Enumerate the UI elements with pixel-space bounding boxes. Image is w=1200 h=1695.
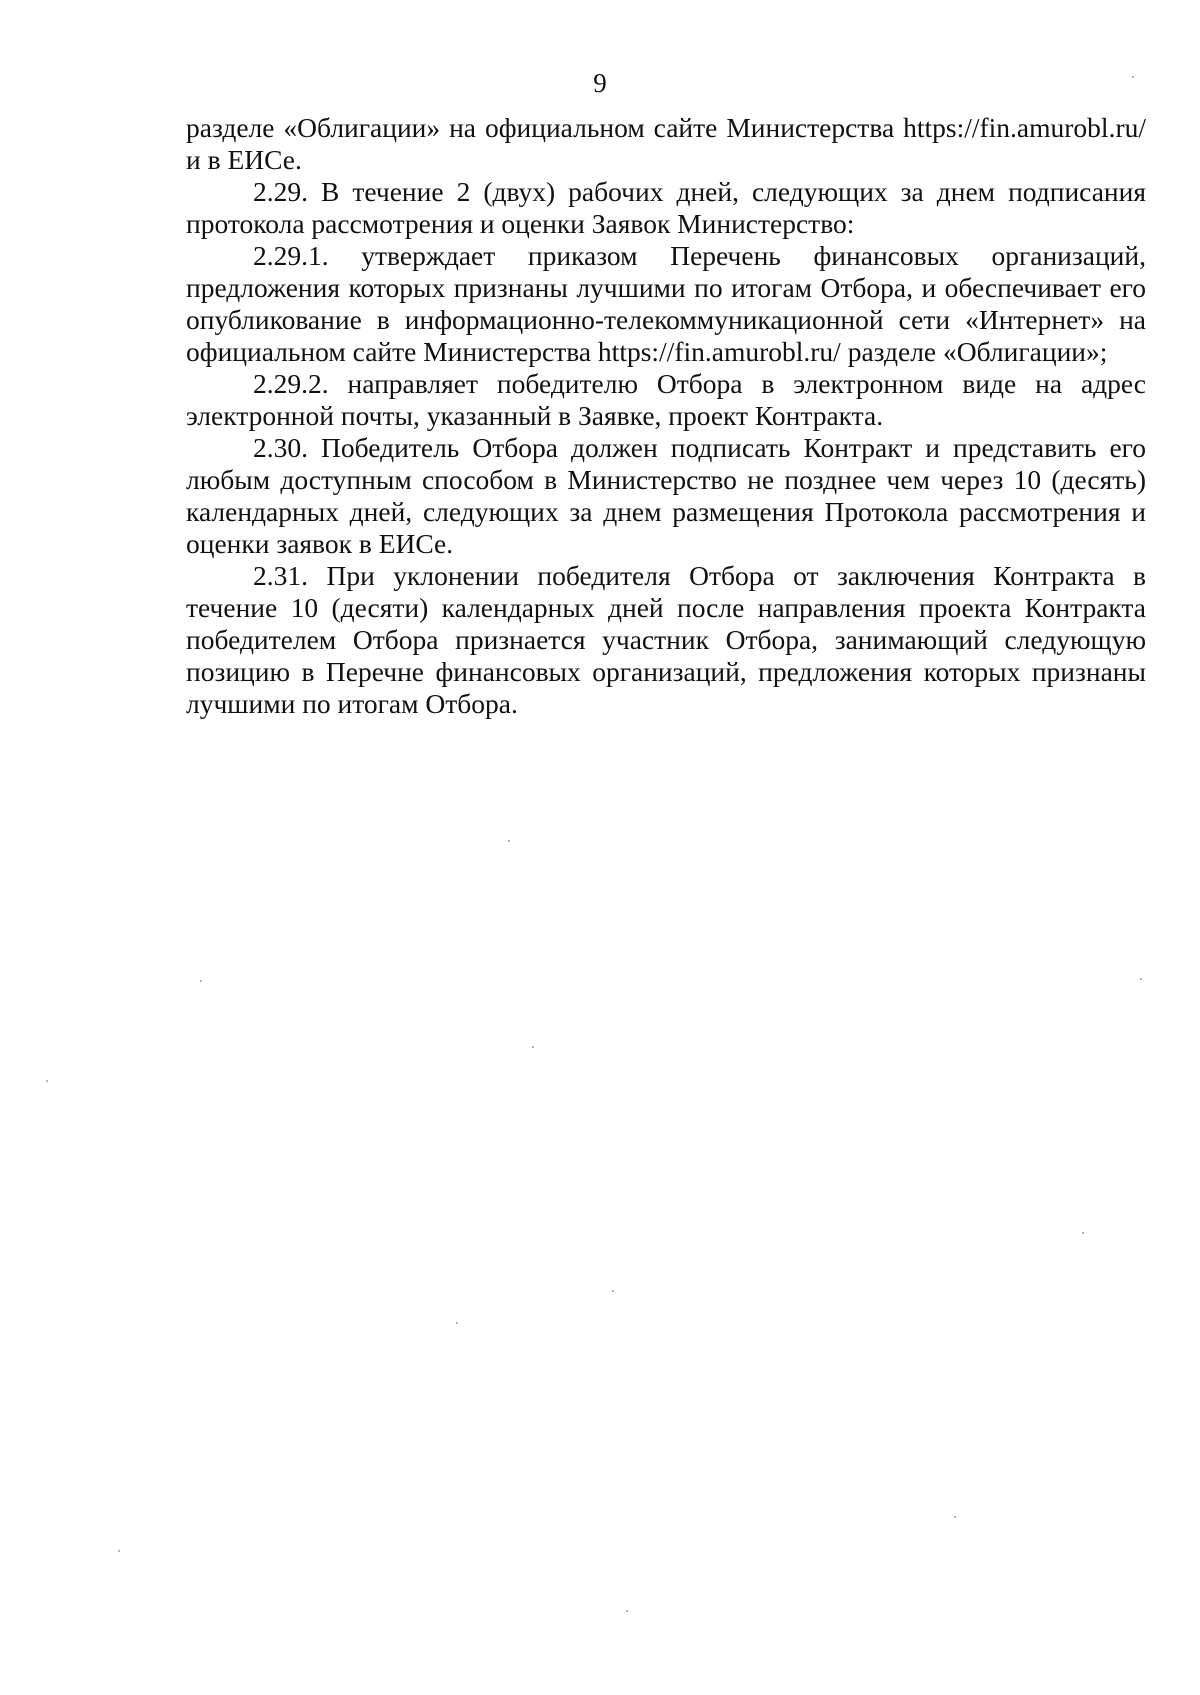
scan-speck xyxy=(1082,1232,1084,1234)
paragraph-2-29-2: 2.29.2. направляет победителю Отбора в электронном виде на адрес электронной почты, указанный в Заявке, проект Контракта. xyxy=(186,368,1146,431)
scan-speck xyxy=(626,1610,628,1612)
paragraph-2-29: 2.29. В течение 2 (двух) рабочих дней, следующих за днем подписания протокола рассмотрения и оценки Заявок Министерство: xyxy=(186,176,1146,239)
page-number: 9 xyxy=(593,68,607,98)
scan-speck xyxy=(1140,978,1142,980)
scan-speck xyxy=(954,1516,956,1518)
scan-speck xyxy=(1132,76,1134,78)
scan-speck xyxy=(46,1080,48,1082)
scan-speck xyxy=(118,1550,120,1552)
paragraph-2-29-1: 2.29.1. утверждает приказом Перечень финансовых организаций, предложения которых признаны лучшими по итогам Отбора, и обеспечивает его опубликование в информационно-телекоммуникационной сети «Интернет» на официальном сайте Министерства https://fin.amurobl.ru/ разделе «Облигации»; xyxy=(186,240,1146,367)
paragraph-2-31: 2.31. При уклонении победителя Отбора от заключения Контракта в течение 10 (десяти) календарных дней после направления проекта Контракта победителем Отбора признается участник Отбора, занимающий следующую позицию в Перечне финансовых организаций, предложения которых признаны лучшими по итогам Отбора. xyxy=(186,560,1146,719)
paragraph-2-30: 2.30. Победитель Отбора должен подписать Контракт и представить его любым доступным способом в Министерство не позднее чем через 10 (десять) календарных дней, следующих за днем размещения Протокола рассмотрения и оценки заявок в ЕИСе. xyxy=(186,432,1146,559)
scan-speck xyxy=(532,1046,534,1048)
paragraph-continuation: разделе «Облигации» на официальном сайте Министерства https://fin.amurobl.ru/ и в ЕИСе. xyxy=(186,112,1146,175)
document-body xyxy=(186,112,1146,720)
scan-speck xyxy=(612,1290,614,1292)
scan-speck xyxy=(508,840,510,842)
scan-speck xyxy=(456,1322,458,1324)
scan-speck xyxy=(200,980,202,982)
